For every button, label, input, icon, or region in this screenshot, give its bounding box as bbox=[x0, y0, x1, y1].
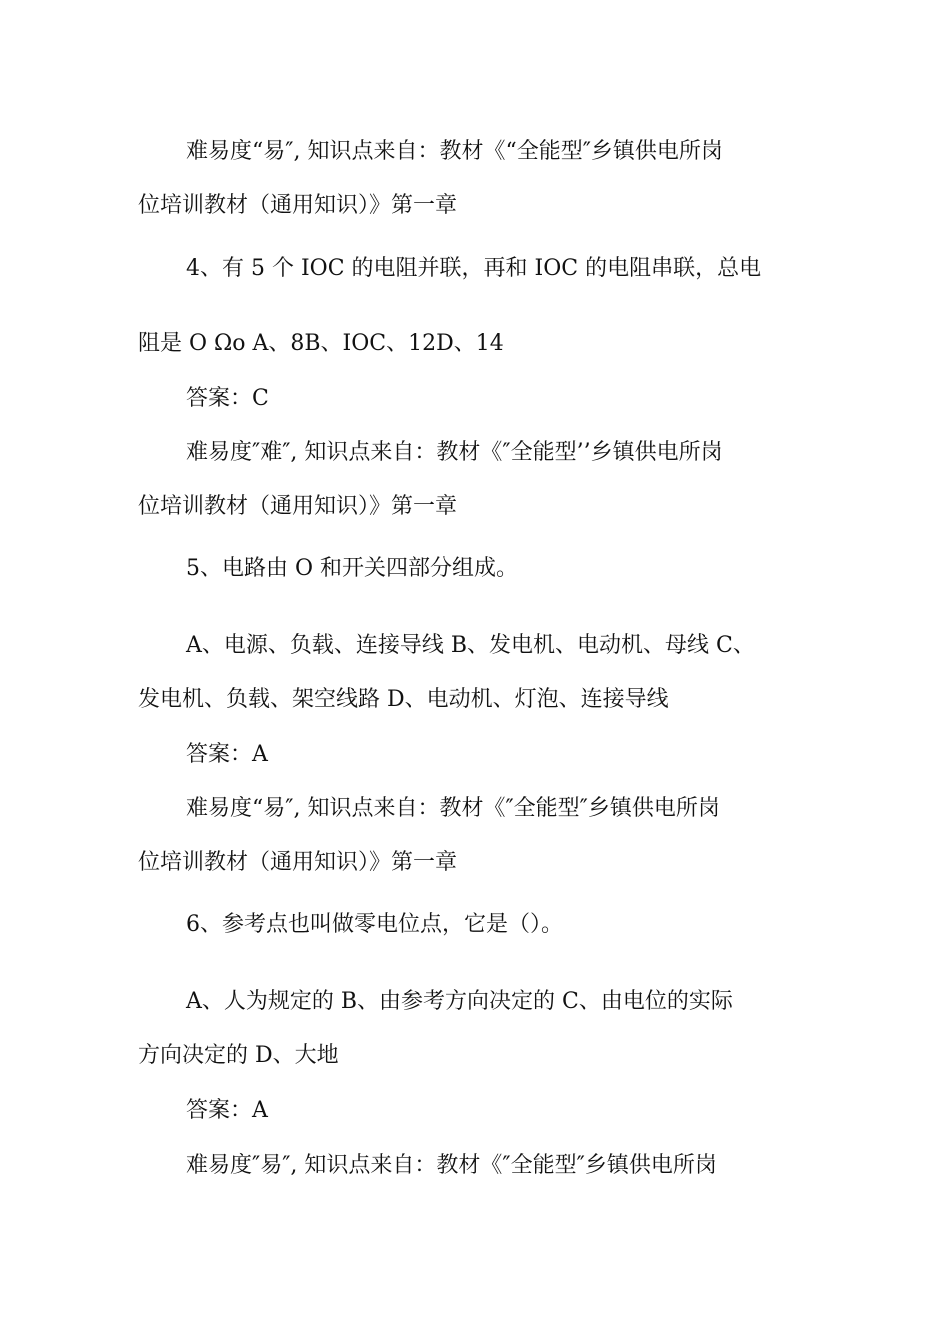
difficulty-note-q4-cont: 位培训教材（通用知识）》第一章 bbox=[138, 494, 458, 519]
question-4: 4、有 5 个 IOC 的电阻并联，再和 IOC 的电阻串联，总电 bbox=[186, 256, 762, 281]
question-5: 5、电路由 O 和开关四部分组成。 bbox=[186, 556, 519, 581]
question-6-options: A、人为规定的 B、由参考方向决定的 C、由电位的实际 bbox=[186, 989, 733, 1014]
difficulty-note-q3-cont: 位培训教材（通用知识）》第一章 bbox=[138, 193, 458, 218]
question-4-cont: 阻是 O Ωo A、8B、IOC、12D、14 bbox=[138, 331, 504, 356]
answer-q4: 答案：C bbox=[186, 386, 269, 411]
difficulty-note-q5: 难易度“易″, 知识点来自：教材《″全能型″乡镇供电所岗 bbox=[186, 796, 720, 821]
answer-q5: 答案：A bbox=[186, 742, 268, 767]
question-6: 6、参考点也叫做零电位点，它是（）。 bbox=[186, 912, 563, 937]
difficulty-note-q5-cont: 位培训教材（通用知识）》第一章 bbox=[138, 850, 458, 875]
difficulty-note-q3: 难易度“易″, 知识点来自：教材《“全能型″乡镇供电所岗 bbox=[186, 139, 723, 164]
difficulty-note-q6: 难易度″易″, 知识点来自：教材《″全能型″乡镇供电所岗 bbox=[186, 1153, 717, 1178]
question-5-options: A、电源、负载、连接导线 B、发电机、电动机、母线 C、 bbox=[186, 633, 755, 658]
answer-q6: 答案：A bbox=[186, 1098, 268, 1123]
question-5-options-cont: 发电机、负载、架空线路 D、电动机、灯泡、连接导线 bbox=[138, 687, 669, 712]
difficulty-note-q4: 难易度″难″, 知识点来自：教材《″全能型’’乡镇供电所岗 bbox=[186, 440, 723, 465]
question-6-options-cont: 方向决定的 D、大地 bbox=[138, 1043, 339, 1068]
